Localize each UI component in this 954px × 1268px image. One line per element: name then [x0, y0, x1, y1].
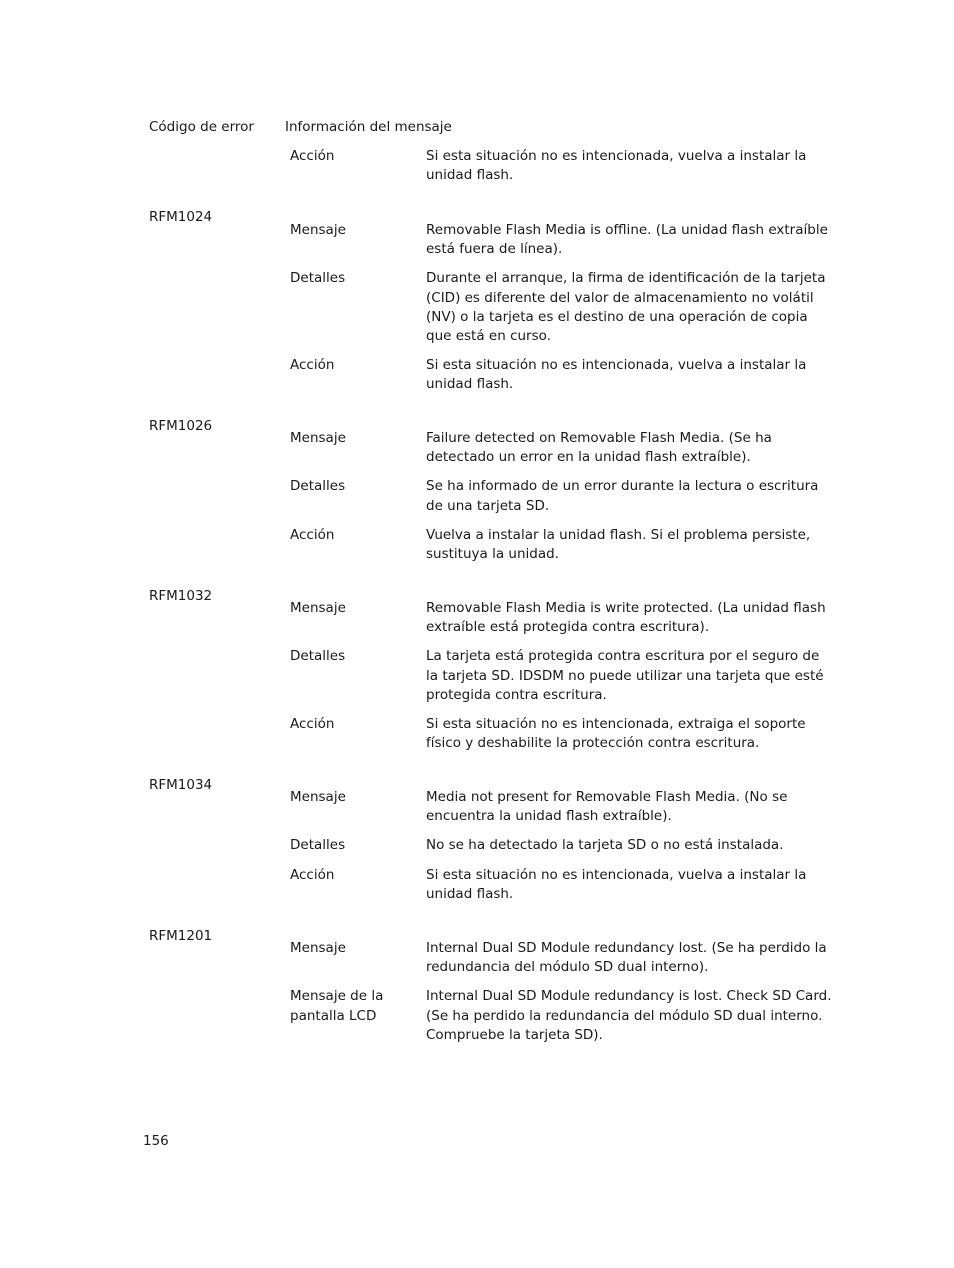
info-row	[290, 429, 835, 467]
row-value: La tarjeta está protegida contra escritura por el seguro de la tarjeta SD. IDSDM no puede utilizar una tarjeta que esté protegida contra escritura.	[426, 648, 824, 703]
error-entry	[290, 221, 835, 395]
column-header-code: Código de error	[149, 119, 254, 135]
row-value: Si esta situación no es intencionada, vuelva a instalar la unidad flash.	[426, 148, 807, 184]
info-row	[290, 599, 835, 637]
row-key: Acción	[290, 526, 335, 543]
row-key: Detalles	[290, 478, 346, 495]
error-code: RFM1034	[149, 777, 213, 793]
row-key: Acción	[290, 866, 335, 883]
continuation-block	[290, 147, 835, 185]
row-value: No se ha detectado la tarjeta SD o no está instalada.	[426, 837, 784, 854]
row-value: Durante el arranque, la firma de identificación de la tarjeta (CID) es diferente del valor de almacenamiento no volátil (NV) o la tarjeta es el destino de una operación de copia que está en curso.	[426, 270, 826, 345]
row-key: Detalles	[290, 648, 346, 665]
error-entry	[290, 429, 835, 564]
row-key: Mensaje	[290, 430, 346, 446]
row-value: Removable Flash Media is offline. (La unidad flash extraíble está fuera de línea).	[426, 222, 828, 258]
error-entry	[290, 939, 835, 1045]
row-value: Failure detected on Removable Flash Media. (Se ha detectado un error en la unidad flash extraíble).	[426, 430, 772, 466]
row-key: Mensaje de la pantalla LCD	[290, 988, 384, 1024]
error-code: RFM1024	[149, 209, 213, 225]
info-row	[290, 866, 835, 904]
info-row	[290, 356, 835, 394]
info-row	[290, 939, 835, 977]
row-value: Si esta situación no es intencionada, vuelva a instalar la unidad flash.	[426, 866, 807, 902]
row-key: Detalles	[290, 837, 346, 854]
row-key: Mensaje	[290, 789, 346, 805]
row-key: Detalles	[290, 270, 346, 287]
error-code: RFM1201	[149, 928, 213, 944]
info-row	[290, 147, 835, 185]
row-value: Internal Dual SD Module redundancy is lost. Check SD Card. (Se ha perdido la redundancia del módulo SD dual interno. Compruebe la tarjeta SD).	[426, 988, 832, 1043]
row-value: Si esta situación no es intencionada, extraiga el soporte físico y deshabilite la protección contra escritura.	[426, 716, 806, 752]
row-value: Se ha informado de un error durante la lectura o escritura de una tarjeta SD.	[426, 478, 819, 514]
row-key: Acción	[290, 716, 335, 733]
info-row	[290, 647, 835, 705]
row-key: Mensaje	[290, 600, 346, 616]
error-code: RFM1026	[149, 418, 213, 434]
row-value: Removable Flash Media is write protected. (La unidad flash extraíble está protegida contra escritura).	[426, 600, 826, 636]
info-row	[290, 221, 835, 259]
row-key: Mensaje	[290, 222, 346, 238]
row-value: Internal Dual SD Module redundancy lost. (Se ha perdido la redundancia del módulo SD dual interno).	[426, 940, 827, 976]
info-row	[290, 477, 835, 515]
info-row	[290, 269, 835, 346]
row-key: Acción	[290, 357, 335, 374]
error-code: RFM1032	[149, 588, 213, 604]
row-key: Mensaje	[290, 940, 346, 956]
row-key: Acción	[290, 148, 335, 164]
page-number: 156	[143, 1133, 169, 1149]
info-row	[290, 987, 835, 1045]
row-value: Si esta situación no es intencionada, vuelva a instalar la unidad flash.	[426, 357, 807, 393]
info-row	[290, 715, 835, 753]
info-row	[290, 788, 835, 826]
info-row	[290, 526, 835, 564]
error-entry	[290, 599, 835, 753]
error-entry	[290, 788, 835, 904]
info-row	[290, 836, 835, 855]
row-value: Vuelva a instalar la unidad flash. Si el problema persiste, sustituya la unidad.	[426, 526, 811, 563]
row-value: Media not present for Removable Flash Media. (No se encuentra la unidad flash extraíble).	[426, 789, 788, 825]
column-header-info: Información del mensaje	[285, 119, 452, 135]
